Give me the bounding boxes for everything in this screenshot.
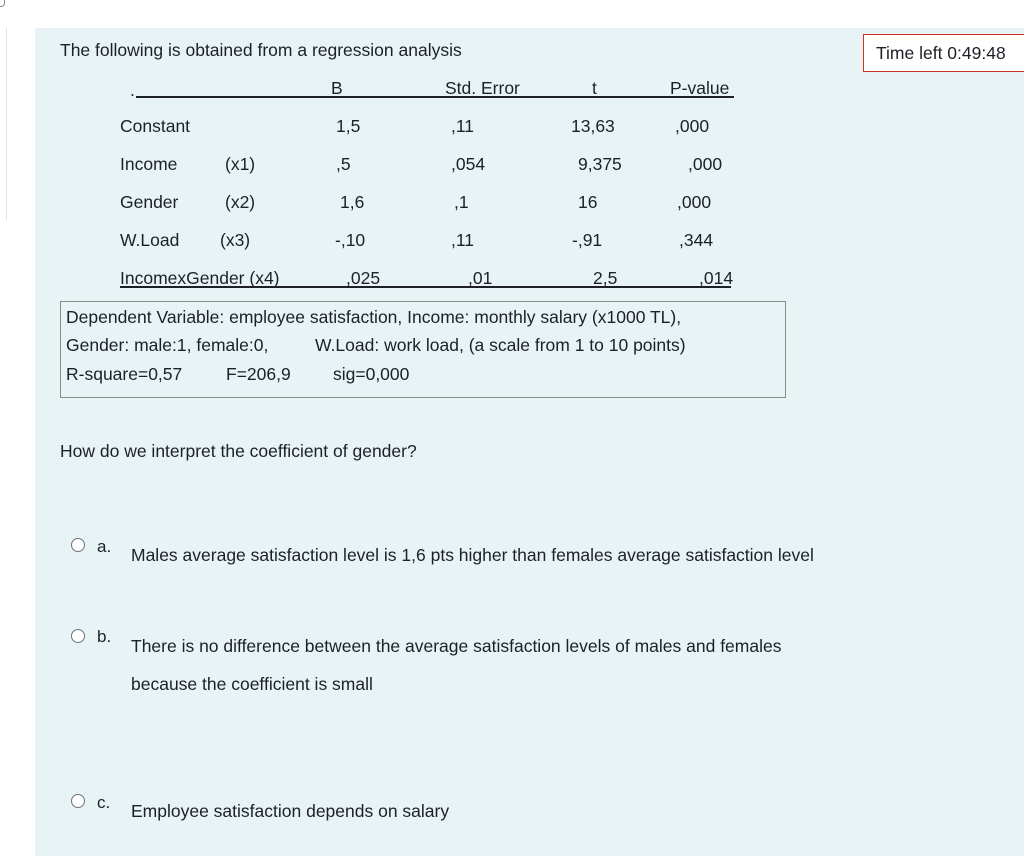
row-var: (x3) [220, 230, 251, 250]
quiz-timer: Time left 0:49:48 [863, 34, 1024, 72]
radio-a[interactable] [71, 538, 85, 552]
row-b: ,5 [336, 154, 351, 174]
row-se: ,11 [451, 230, 475, 250]
row-label: Gender [120, 192, 179, 212]
row-p: ,000 [675, 116, 710, 136]
header-p-value: P-value [670, 78, 730, 98]
question-intro: The following is obtained from a regression analysis [60, 40, 462, 60]
note-workload: W.Load: work load, (a scale from 1 to 10 points) [315, 335, 686, 355]
row-se: ,01 [468, 268, 493, 288]
row-se: ,1 [454, 192, 469, 212]
row-b: 1,5 [336, 116, 361, 136]
radio-b[interactable] [71, 629, 85, 643]
table-header-dot: . [130, 80, 135, 100]
row-t: -,91 [572, 230, 603, 250]
row-t: 16 [578, 192, 598, 212]
option-letter: c. [97, 793, 111, 812]
option-text-line-2[interactable]: because the coefficient is small [131, 674, 373, 694]
row-se: ,054 [451, 154, 486, 174]
row-p: ,000 [688, 154, 723, 174]
row-var: (x2) [225, 192, 256, 212]
row-label: Income [120, 154, 178, 174]
option-text-line-1[interactable]: There is no difference between the average satisfaction levels of males and females [131, 636, 782, 656]
row-b: ,025 [346, 268, 381, 288]
note-r-square: R-square=0,57 [66, 364, 183, 384]
top-bar [0, 0, 1024, 28]
row-p: ,000 [677, 192, 712, 212]
row-t: 13,63 [571, 116, 615, 136]
option-text[interactable]: Employee satisfaction depends on salary [131, 801, 450, 821]
option-letter: a. [97, 537, 112, 556]
left-navigation-edge [0, 28, 7, 220]
row-t: 9,375 [578, 154, 622, 174]
row-var: (x1) [225, 154, 256, 174]
row-p: ,014 [699, 268, 734, 288]
note-sig: sig=0,000 [333, 364, 410, 384]
radio-c[interactable] [71, 794, 85, 808]
question-prompt: How do we interpret the coefficient of gender? [60, 441, 417, 461]
option-text[interactable]: Males average satisfaction level is 1,6 pts higher than females average satisfaction level [131, 545, 814, 565]
note-line-1: Dependent Variable: employee satisfaction, Income: monthly salary (x1000 TL), [66, 307, 682, 327]
row-p: ,344 [679, 230, 714, 250]
row-b: 1,6 [340, 192, 365, 212]
option-letter: b. [97, 627, 112, 646]
row-label: IncomexGender (x4) [120, 268, 280, 288]
row-t: 2,5 [593, 268, 618, 288]
header-underline [136, 96, 734, 98]
header-b: B [331, 78, 343, 98]
row-se: ,11 [451, 116, 475, 136]
row-label: W.Load [120, 230, 180, 250]
row-label: Constant [120, 116, 191, 136]
header-std-error: Std. Error [445, 78, 520, 98]
note-gender-coding: Gender: male:1, female:0, [66, 335, 269, 355]
row-b: -,10 [335, 230, 366, 250]
note-f-stat: F=206,9 [226, 364, 291, 384]
header-t: t [592, 78, 597, 98]
